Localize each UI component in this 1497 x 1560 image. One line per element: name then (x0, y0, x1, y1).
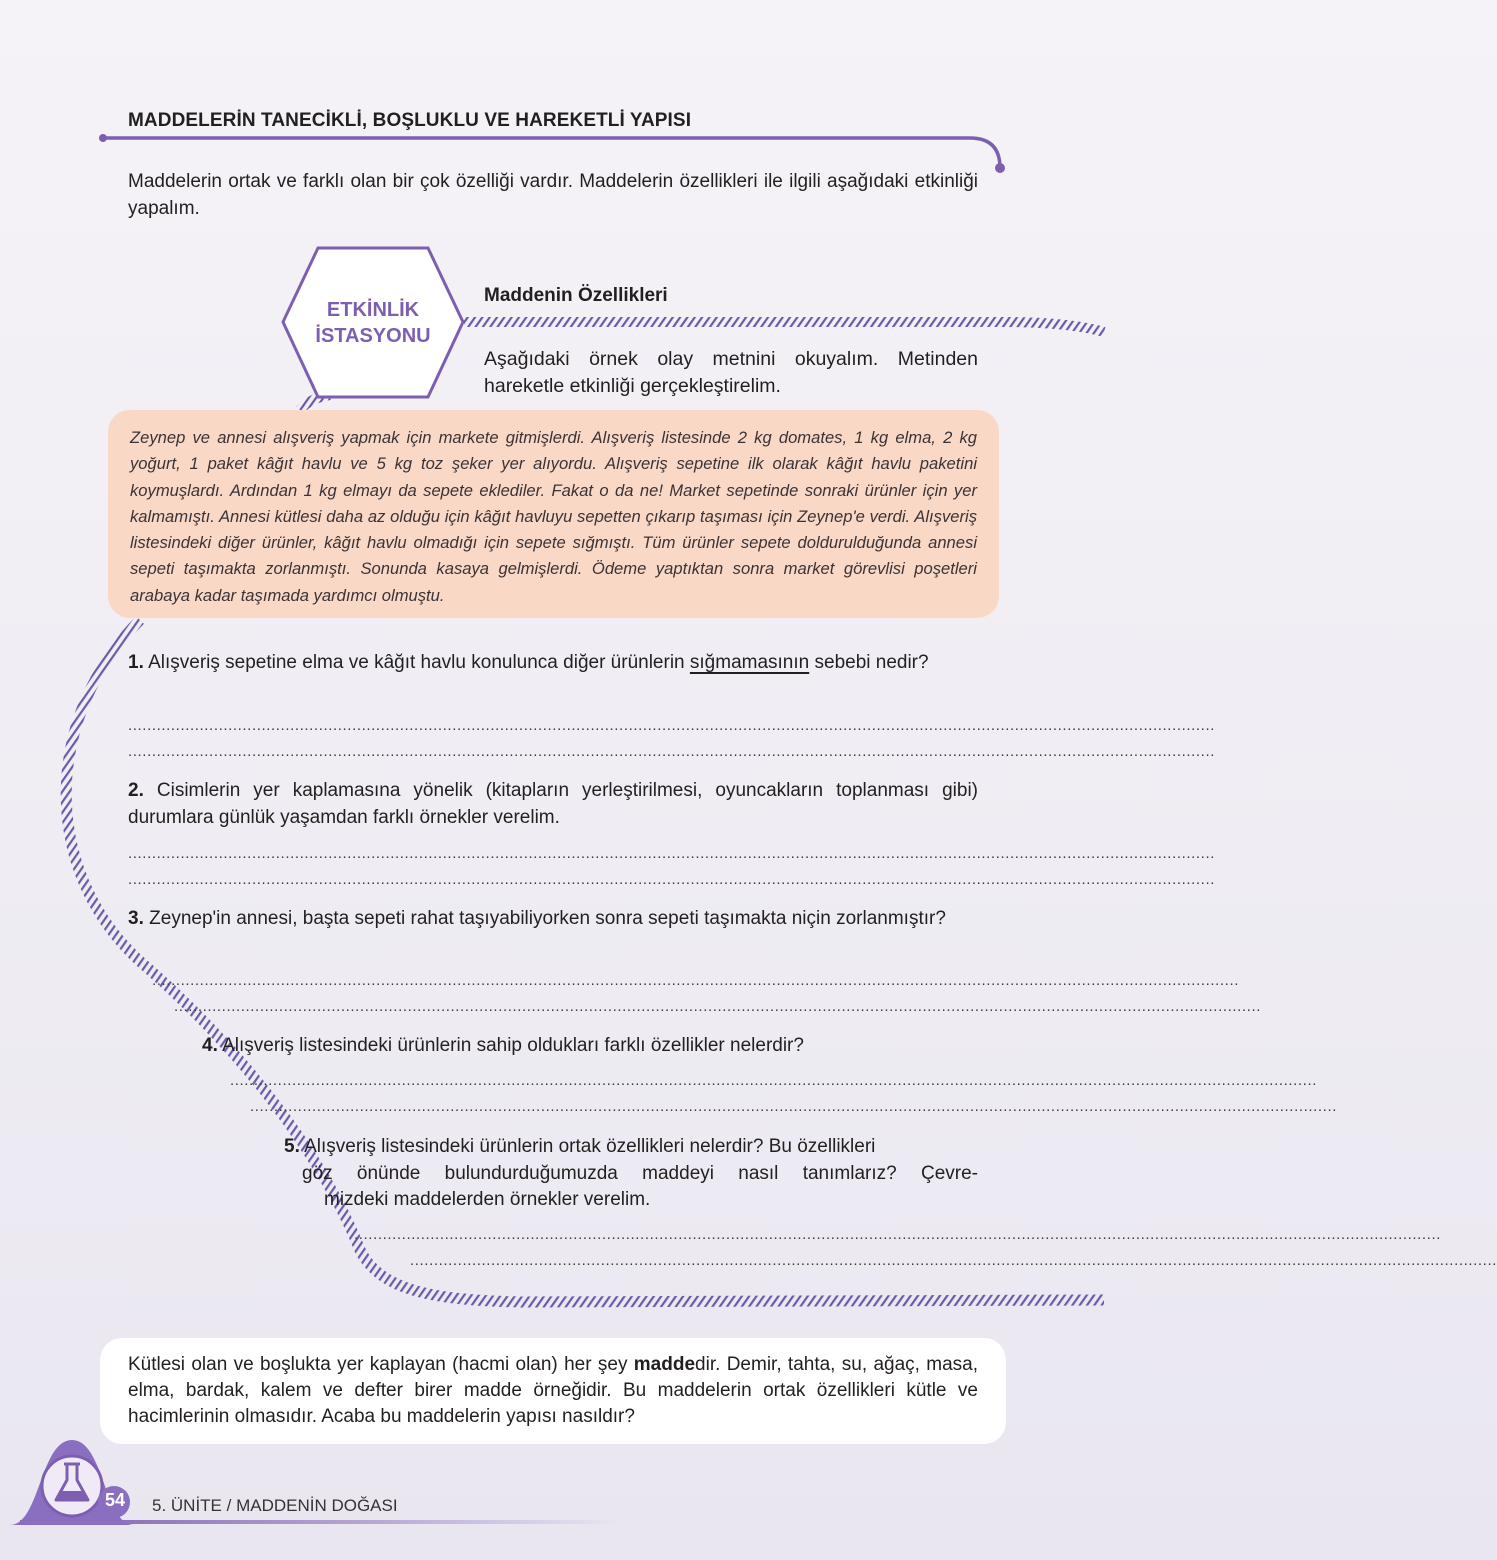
info-text-part: Kütlesi olan ve boşlukta yer kaplayan (hacmi olan) her şey (128, 1354, 634, 1375)
info-box (100, 1338, 1006, 1444)
answer-line[interactable]: .................................................................................................................................................................................................................................... (128, 871, 1215, 888)
label-line2: İSTASYONU (315, 325, 431, 347)
answer-line[interactable]: .................................................................................................................................................................................................................................... (128, 717, 1215, 734)
info-text-part: dir. Demir, tahta, su, ağaç, masa, elma, bardak, kalem ve defter birer madde örneğidir. Bu maddelerin ortak özellikleri kütle ve hacimlerinin olmasıdır. Acaba bu maddelerin yapısı nasıldır? (128, 1354, 978, 1427)
question-number: 4. (202, 1035, 218, 1056)
answer-line[interactable]: .................................................................................................................................................................................................................................... (152, 972, 1239, 989)
activity-description: Aşağıdaki örnek olay metnini okuyalım. Metinden hareketle etkinliği gerçekleştirelim. (484, 348, 978, 397)
footer-unit-title: 5. ÜNİTE / MADDENİN DOĞASI (152, 1496, 398, 1515)
question-text: Alışveriş listesindeki ürünlerin ortak özellikleri nelerdir? Bu özellikleri (304, 1136, 876, 1157)
activity-station-label (285, 297, 461, 349)
question-5-line3: mizdeki maddelerden örnekler verelim. (324, 1189, 651, 1210)
label-line1: ETKİNLİK (326, 299, 420, 321)
section-title: MADDELERİN TANECİKLİ, BOŞLUKLU VE HAREKETLİ YAPISI (128, 110, 692, 131)
answer-line[interactable]: .................................................................................................................................................................................................................................... (128, 845, 1215, 862)
question-3 (128, 905, 978, 932)
answer-line[interactable]: .................................................................................................................................................................................................................................... (250, 1098, 1337, 1115)
answer-line[interactable]: .................................................................................................................................................................................................................................... (230, 1072, 1317, 1089)
question-number: 1. (128, 652, 144, 673)
question-text: Alışveriş listesindeki ürünlerin sahip oldukları farklı özellikler nelerdir? (222, 1035, 804, 1056)
question-1 (128, 649, 978, 676)
question-number: 2. (128, 780, 144, 801)
info-text (128, 1352, 978, 1430)
story-box (108, 410, 999, 618)
question-number: 5. (284, 1136, 300, 1157)
answer-line[interactable]: .................................................................................................................................................................................................................................... (410, 1252, 1497, 1269)
underlined-word: sığmamasının (689, 652, 810, 673)
question-text: sebebi nedir? (809, 652, 929, 673)
intro-paragraph: Maddelerin ortak ve farklı olan bir çok özelliği vardır. Maddelerin özellikleri ile ilgili aşağıdaki etkinliği yapalım. (128, 171, 978, 219)
page-number: 54 (104, 1490, 126, 1510)
info-bold-word: madde (633, 1354, 696, 1375)
answer-line[interactable]: .................................................................................................................................................................................................................................... (354, 1226, 1441, 1243)
question-4 (202, 1032, 978, 1059)
story-text: Zeynep ve annesi alışveriş yapmak için markete gitmişlerdi. Alışveriş listesinde 2 kg domates, 1 kg elma, 2 kg yoğurt, 1 paket kâğıt havlu ve 5 kg toz şeker yer alıyordu. Alışveriş sepetine ilk olarak kâğıt havlu paketini koymuşlardı. Ardından 1 kg elmayı da sepete eklediler. Fakat o da ne! Market sepetinde sonraki ürünler için yer kalmamıştı. Annesi kütlesi daha az olduğu için kâğıt havluyu sepetten çıkarıp taşıması için Zeynep'e verdi. Alışveriş listesindeki diğer ürünler, kâğıt havlu olmadığı için sepete sığmıştı. Tüm ürünler sepete doldurulduğunda annesi sepeti taşımakta zorlanmıştı. Sonunda kasaya gelmişlerdi. Ödeme yaptıktan sonra market görevlisi poşetleri arabaya kadar taşımada yardımcı olmuştu. (130, 428, 977, 605)
question-number: 3. (128, 908, 144, 929)
answer-line[interactable]: .................................................................................................................................................................................................................................... (174, 998, 1261, 1015)
question-text: Zeynep'in annesi, başta sepeti rahat taşıyabiliyorken sonra sepeti taşımakta niçin zorlanmıştır? (149, 908, 946, 929)
activity-title: Maddenin Özellikleri (484, 285, 668, 306)
question-5-line2: göz önünde bulundurduğumuzda maddeyi nasıl tanımlarız? Çevre- (302, 1163, 978, 1184)
answer-line[interactable]: .................................................................................................................................................................................................................................... (128, 743, 1215, 760)
question-5 (284, 1133, 978, 1160)
question-2 (128, 777, 978, 831)
question-text: Alışveriş sepetine elma ve kâğıt havlu konulunca diğer ürünlerin (148, 652, 690, 673)
question-text: Cisimlerin yer kaplamasına yönelik (kitapların yerleştirilmesi, oyuncakların toplanması gibi) durumlara günlük yaşamdan farklı örnekler verelim. (128, 780, 978, 828)
